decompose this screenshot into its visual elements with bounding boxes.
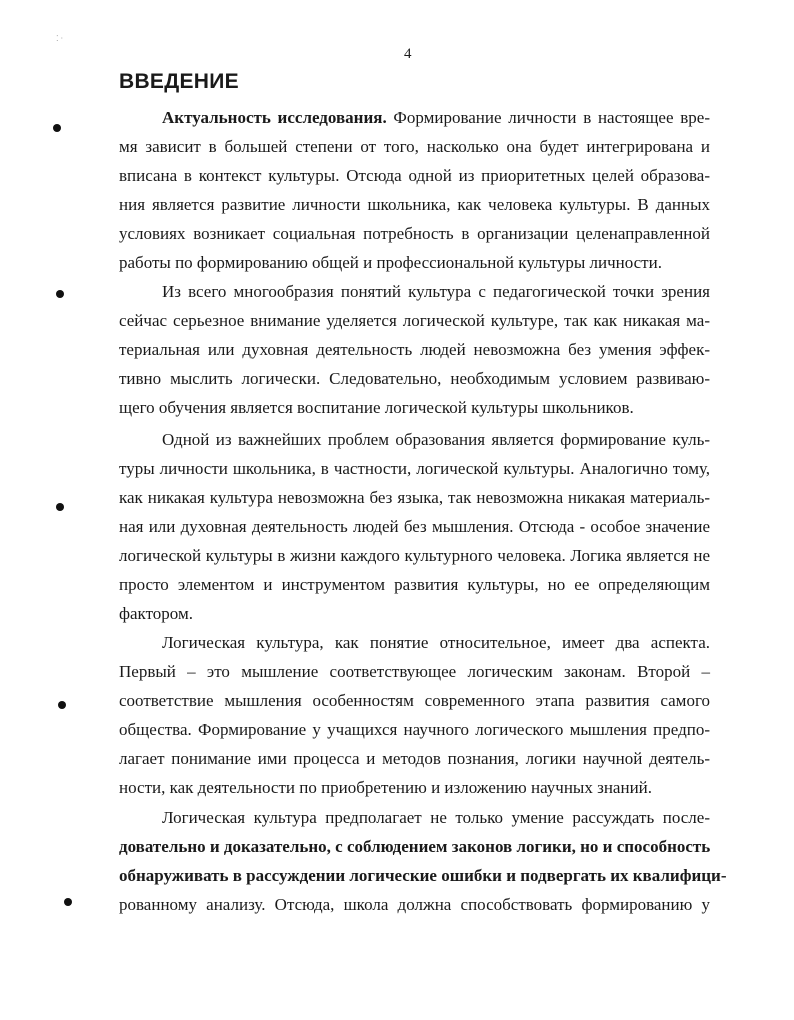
binder-hole-mark xyxy=(64,898,72,906)
text-line: Первый – это мышление соответствующее логическим законам. Второй – xyxy=(119,662,710,681)
lead-phrase: Актуальность исследования. xyxy=(162,108,387,127)
binder-hole-mark xyxy=(53,124,61,132)
text-line: соответствие мышления особенностям современного этапа развития самого xyxy=(119,691,710,710)
text-line: териальная или духовная деятельность людей невозможна без умения эффек- xyxy=(119,340,710,359)
text-line: логической культуры в жизни каждого культурного человека. Логика является не xyxy=(119,546,710,565)
binder-hole-mark xyxy=(58,701,66,709)
page-title: ВВЕДЕНИЕ xyxy=(119,70,239,93)
text-line: Логическая культура предполагает не только умение рассуждать после- xyxy=(162,808,710,827)
text-line: просто элементом и инструментом развития культуры, но ее определяющим xyxy=(119,575,710,594)
text-line: общества. Формирование у учащихся научного логического мышления предпо- xyxy=(119,720,710,739)
text-line: Логическая культура, как понятие относительное, имеет два аспекта. xyxy=(162,633,710,652)
text-line: ния является развитие личности школьника, как человека культуры. В данных xyxy=(119,195,710,214)
text-line: работы по формированию общей и профессиональной культуры личности. xyxy=(119,253,662,272)
text-line: рованному анализу. Отсюда, школа должна способствовать формированию у xyxy=(119,895,710,914)
text-line: обнаруживать в рассуждении логические ошибки и подвергать их квалифици- xyxy=(119,866,727,885)
text-line: довательно и доказательно, с соблюдением законов логики, но и способность xyxy=(119,837,711,856)
text-line: ная или духовная деятельность людей без мышления. Отсюда - особое значение xyxy=(119,517,710,536)
scan-corner-mark: ⁚ · xyxy=(56,34,64,43)
page-number: 4 xyxy=(404,46,412,62)
text-line: лагает понимание ими процесса и методов познания, логики научной деятель- xyxy=(119,749,710,768)
text-line xyxy=(162,108,710,128)
text-line: тивно мыслить логически. Следовательно, необходимым условием развиваю- xyxy=(119,369,710,388)
text-line: щего обучения является воспитание логической культуры школьников. xyxy=(119,398,634,417)
text-line: вписана в контекст культуры. Отсюда одной из приоритетных целей образова- xyxy=(119,166,710,185)
text-line: фактором. xyxy=(119,604,193,623)
text-line: Одной из важнейших проблем образования является формирование куль- xyxy=(162,430,710,449)
binder-hole-mark xyxy=(56,503,64,511)
text-line: Из всего многообразия понятий культура с педагогической точки зрения xyxy=(162,282,710,301)
binder-hole-mark xyxy=(56,290,64,298)
line-text: Формирование личности в настоящее вре- xyxy=(386,108,710,127)
text-line: ности, как деятельности по приобретению и изложению научных знаний. xyxy=(119,778,653,797)
text-line: туры личности школьника, в частности, логической культуры. Аналогично тому, xyxy=(119,459,710,478)
text-line: условиях возникает социальная потребность в организации целенаправленной xyxy=(119,224,710,243)
text-line: мя зависит в большей степени от того, насколько она будет интегрирована и xyxy=(119,137,710,156)
text-line: как никакая культура невозможна без языка, так невозможна никакая материаль- xyxy=(119,488,710,507)
text-line: сейчас серьезное внимание уделяется логической культуре, так как никакая ма- xyxy=(119,311,710,330)
